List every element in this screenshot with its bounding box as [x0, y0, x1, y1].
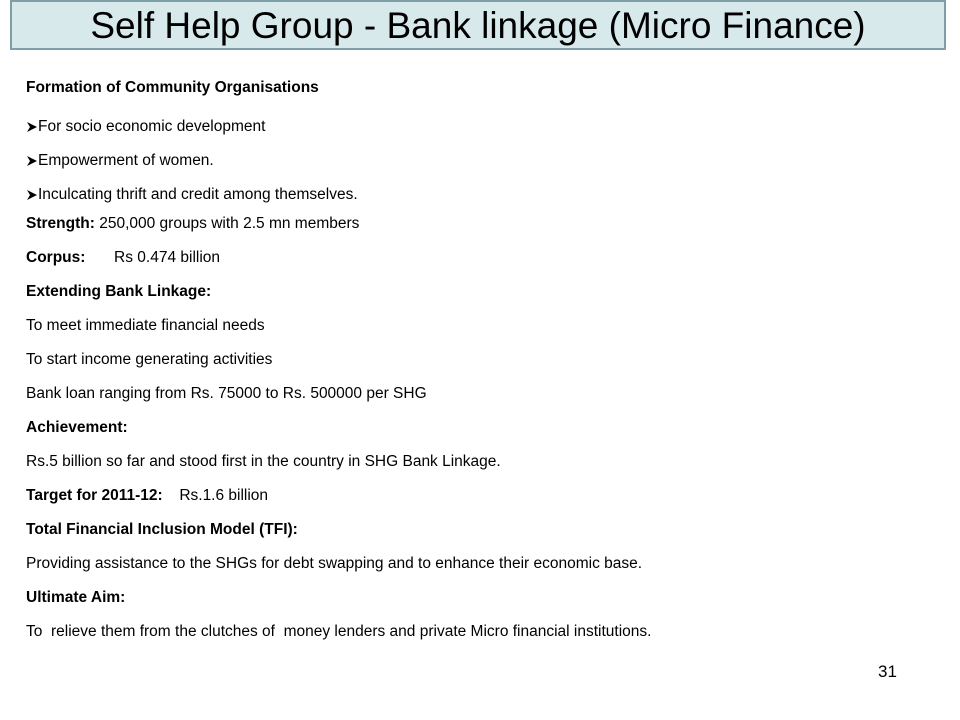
target-value: Rs.1.6 billion	[179, 487, 269, 504]
slide-content	[26, 76, 926, 654]
extending-heading: Extending Bank Linkage:	[26, 283, 212, 300]
corpus-line	[26, 246, 926, 280]
bullet-item	[26, 110, 926, 144]
tfi-text: Providing assistance to the SHGs for debt swapping and to enhance their economic base.	[26, 555, 643, 572]
strength-value: 250,000 groups with 2.5 mn members	[99, 215, 360, 232]
corpus-value: Rs 0.474 billion	[114, 249, 221, 266]
aim-heading: Ultimate Aim:	[26, 589, 126, 606]
achievement-text: Rs.5 billion so far and stood first in the country in SHG Bank Linkage.	[26, 453, 501, 470]
bullet-item	[26, 178, 926, 212]
target-label: Target for 2011-12:	[26, 487, 163, 504]
need-line: To start income generating activities	[26, 351, 273, 368]
strength-line	[26, 212, 926, 246]
arrow-bullet-icon	[26, 121, 38, 133]
need-line: To meet immediate financial needs	[26, 317, 265, 334]
strength-label: Strength:	[26, 215, 95, 232]
achievement-heading: Achievement:	[26, 419, 128, 436]
corpus-label: Corpus:	[26, 249, 86, 266]
aim-text: To relieve them from the clutches of money lenders and private Micro financial institutions.	[26, 623, 652, 640]
tfi-heading: Total Financial Inclusion Model (TFI):	[26, 521, 298, 538]
formation-heading: Formation of Community Organisations	[26, 79, 319, 96]
arrow-bullet-icon	[26, 155, 38, 167]
target-line	[26, 484, 926, 518]
title-bar	[10, 0, 946, 50]
arrow-bullet-icon	[26, 189, 38, 201]
bullet-text: For socio economic development	[38, 118, 266, 135]
page-number: 31	[878, 662, 897, 681]
bullet-text: Inculcating thrift and credit among themselves.	[38, 186, 358, 203]
bullet-text: Empowerment of women.	[38, 152, 214, 169]
bullet-item	[26, 144, 926, 178]
need-line: Bank loan ranging from Rs. 75000 to Rs. 500000 per SHG	[26, 385, 427, 402]
page-title: Self Help Group - Bank linkage (Micro Finance)	[90, 4, 866, 46]
